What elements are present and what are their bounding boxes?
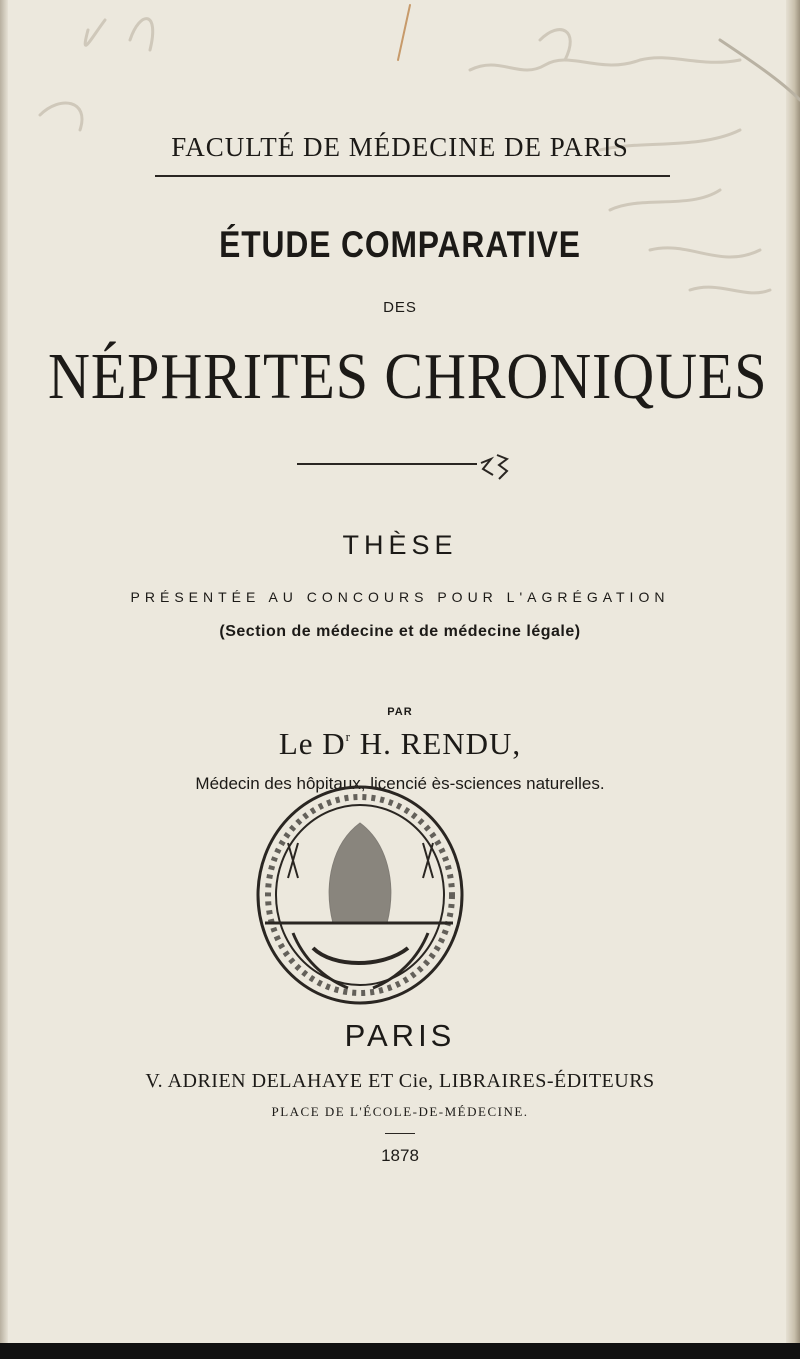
by-line: PAR	[387, 706, 413, 718]
section-line: (Section de médecine et de médecine légale)	[219, 623, 581, 640]
author-name: H. RENDU,	[359, 726, 522, 761]
imprint-publisher: V. ADRIEN DELAHAYE ET Cie, LIBRAIRES-ÉDITEURS	[145, 1070, 655, 1092]
imprint-address: PLACE DE L'ÉCOLE-DE-MÉDECINE.	[271, 1104, 529, 1119]
top-rule	[155, 175, 670, 177]
ink-scribble-icon	[475, 445, 515, 485]
imprint-city: PARIS	[344, 1018, 456, 1053]
title-line-2: DES	[383, 299, 417, 316]
main-title: NÉPHRITES CHRONIQUES	[48, 340, 768, 413]
title-rule	[297, 463, 477, 465]
author-prefix: Le D	[278, 726, 346, 761]
author-affiliation: Médecin des hôpitaux, licencié ès-sciences naturelles.	[195, 774, 605, 793]
faculty-heading: FACULTÉ DE MÉDECINE DE PARIS	[171, 132, 629, 162]
thesis-heading: THÈSE	[342, 530, 458, 560]
library-seal-icon	[253, 783, 468, 1008]
presented-line: PRÉSENTÉE AU CONCOURS POUR L'AGRÉGATION	[130, 589, 670, 605]
title-line-1: ÉTUDE COMPARATIVE	[219, 224, 581, 265]
author-line	[0, 726, 800, 762]
imprint-rule	[385, 1133, 415, 1134]
author-prefix-superscript: r	[345, 729, 351, 744]
scan-bottom-edge	[0, 1343, 800, 1359]
imprint-year: 1878	[381, 1146, 419, 1165]
